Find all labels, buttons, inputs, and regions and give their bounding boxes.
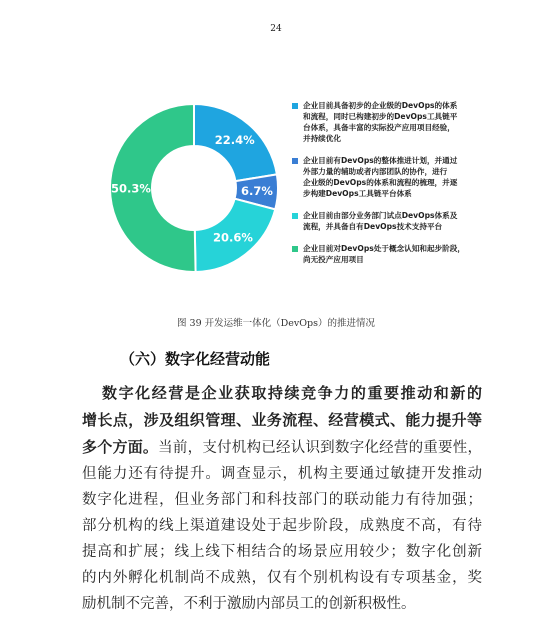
- paragraph-text: 的内外孵化机制尚不成熟，仅有个别机构设有专项基金，奖: [82, 570, 482, 586]
- paragraph-text: 励机制不完善，不利于激励内部员工的创新积极性。: [82, 596, 416, 612]
- legend-label: 企业目前具备初步的企业级的DevOps的体系 和流程，同时已构建初步的DevOps工具链平 台体系，具备丰富的实际投产应用项目经验， 并持续优化: [303, 101, 458, 143]
- paragraph-line: [82, 461, 482, 487]
- paragraph-line: [82, 487, 482, 513]
- paragraph-line: [82, 565, 482, 591]
- legend-swatch: [292, 158, 298, 164]
- section-heading: （六）数字化经营动能: [120, 350, 271, 368]
- donut-chart: [108, 102, 280, 274]
- donut-slice-label: 22.4%: [214, 132, 255, 147]
- paragraph-text: 数字化进程，但业务部门和科技部门的联动能力有待加强；: [82, 492, 482, 508]
- legend-label: 企业目前对DevOps处于概念认知和起步阶段， 尚无投产应用项目: [303, 244, 465, 264]
- paragraph-line: [82, 539, 482, 565]
- legend-item: [292, 243, 512, 265]
- paragraph-line: [82, 591, 482, 617]
- paragraph-line: [82, 380, 482, 407]
- legend-swatch: [292, 246, 298, 252]
- paragraph-text: 但能力还有待提升。调查显示，机构主要通过敏捷开发推动: [82, 466, 482, 482]
- paragraph-line: [82, 513, 482, 539]
- body-paragraph: [82, 380, 482, 617]
- paragraph-text: 部分机构的线上渠道建设处于起步阶段，成熟度不高，有待: [82, 518, 482, 534]
- paragraph-line: [82, 434, 482, 461]
- donut-slice-label: 20.6%: [212, 230, 253, 245]
- legend-label: 企业目前有DevOps的整体推进计划，并通过 外部力量的辅助或者内部团队的协作，进行 企业级的DevOps的体系和流程的梳理，并逐 步构建DevOps工具链平台体系: [303, 156, 458, 198]
- paragraph-text: 当前，支付机构已经认识到数字化经营的重要性，: [158, 440, 482, 456]
- page-number: 24: [270, 24, 282, 34]
- legend-swatch: [292, 213, 298, 219]
- legend-item: [292, 210, 512, 232]
- legend-item: [292, 100, 512, 144]
- paragraph-text: 提高和扩展；线上线下相结合的场景应用较少；数字化创新: [82, 544, 482, 560]
- paragraph-bold-text: 增长点，涉及组织管理、业务流程、经营模式、能力提升等: [82, 411, 482, 429]
- paragraph-line: [82, 407, 482, 434]
- donut-slice-label: 50.3%: [111, 181, 151, 196]
- legend-item: [292, 155, 512, 199]
- legend-label: 企业目前由部分业务部门试点DevOps体系及 流程，并具备自有DevOps技术支持平台: [303, 211, 458, 231]
- paragraph-bold-text: 数字化经营是企业获取持续竞争力的重要推动和新的: [102, 384, 482, 402]
- paragraph-bold-text: 多个方面。: [82, 438, 159, 456]
- legend-swatch: [292, 103, 298, 109]
- donut-slice-label: 6.7%: [240, 183, 273, 198]
- chart-legend: [292, 100, 512, 276]
- figure-caption: 图 39 开发运维一体化（DevOps）的推进情况: [177, 318, 375, 329]
